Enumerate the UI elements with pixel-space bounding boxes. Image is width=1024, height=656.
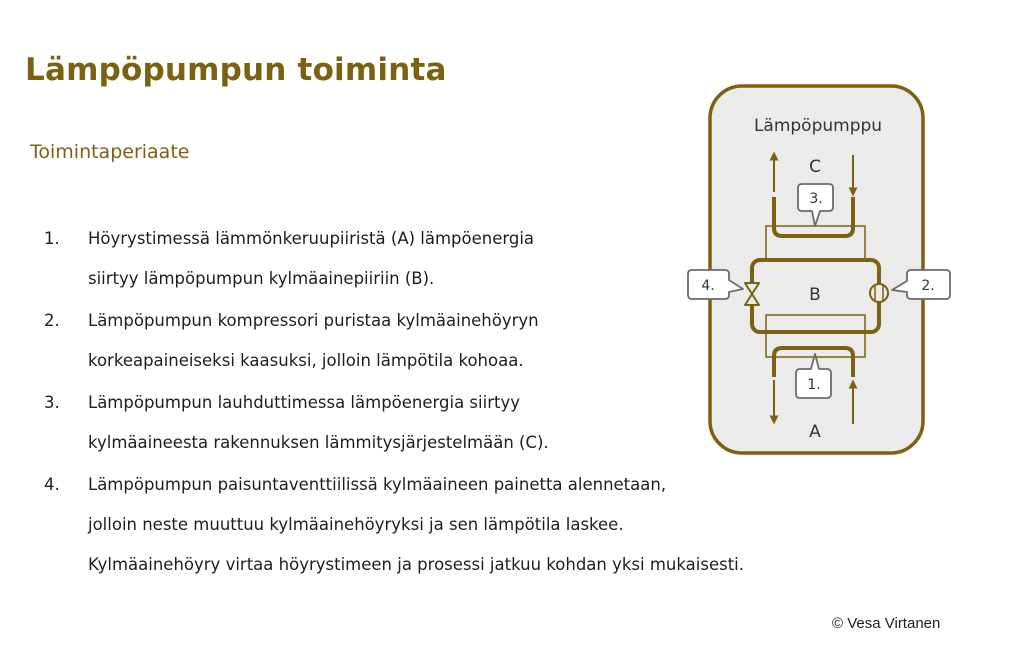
- step-3-number: 3.: [44, 393, 60, 412]
- slide-title: Lämpöpumpun toiminta: [25, 52, 447, 88]
- compressor-icon: [870, 284, 888, 302]
- callout-4-label: 4.: [701, 278, 715, 294]
- circuit-b-label: B: [809, 285, 821, 305]
- step-3-line-1: Lämpöpumpun lauhduttimessa lämpöenergia siirtyy: [88, 393, 520, 412]
- callout-3-label: 3.: [809, 191, 823, 207]
- step-2-number: 2.: [44, 311, 60, 330]
- step-4-line-2: jolloin neste muuttuu kylmäainehöyryksi ja sen lämpötila laskee.: [88, 515, 624, 534]
- slide-subtitle: Toimintaperiaate: [30, 141, 190, 163]
- heat-pump-label: Lämpöpumppu: [753, 116, 883, 136]
- callout-1-label: 1.: [807, 377, 821, 393]
- step-1-line-2: siirtyy lämpöpumpun kylmäainepiiriin (B).: [88, 269, 435, 288]
- circuit-a-label: A: [809, 422, 821, 442]
- step-4-line-1: Lämpöpumpun paisuntaventtiilissä kylmäaineen painetta alennetaan,: [88, 475, 667, 494]
- step-3-line-2: kylmäaineesta rakennuksen lämmitysjärjestelmään (C).: [88, 433, 549, 452]
- step-1-number: 1.: [44, 229, 60, 248]
- circuit-c-label: C: [809, 157, 821, 177]
- copyright-text: © Vesa Virtanen: [832, 615, 941, 632]
- callout-2-label: 2.: [921, 278, 935, 294]
- step-4-line-3: Kylmäainehöyry virtaa höyrystimeen ja prosessi jatkuu kohdan yksi mukaisesti.: [88, 555, 744, 574]
- step-2-line-2: korkeapaineiseksi kaasuksi, jolloin lämpötila kohoaa.: [88, 351, 524, 370]
- step-4-number: 4.: [44, 475, 60, 494]
- step-2-line-1: Lämpöpumpun kompressori puristaa kylmäainehöyryn: [88, 311, 539, 330]
- expansion-valve-icon: [745, 282, 759, 306]
- step-1-line-1: Höyrystimessä lämmönkeruupiiristä (A) lämpöenergia: [88, 229, 535, 248]
